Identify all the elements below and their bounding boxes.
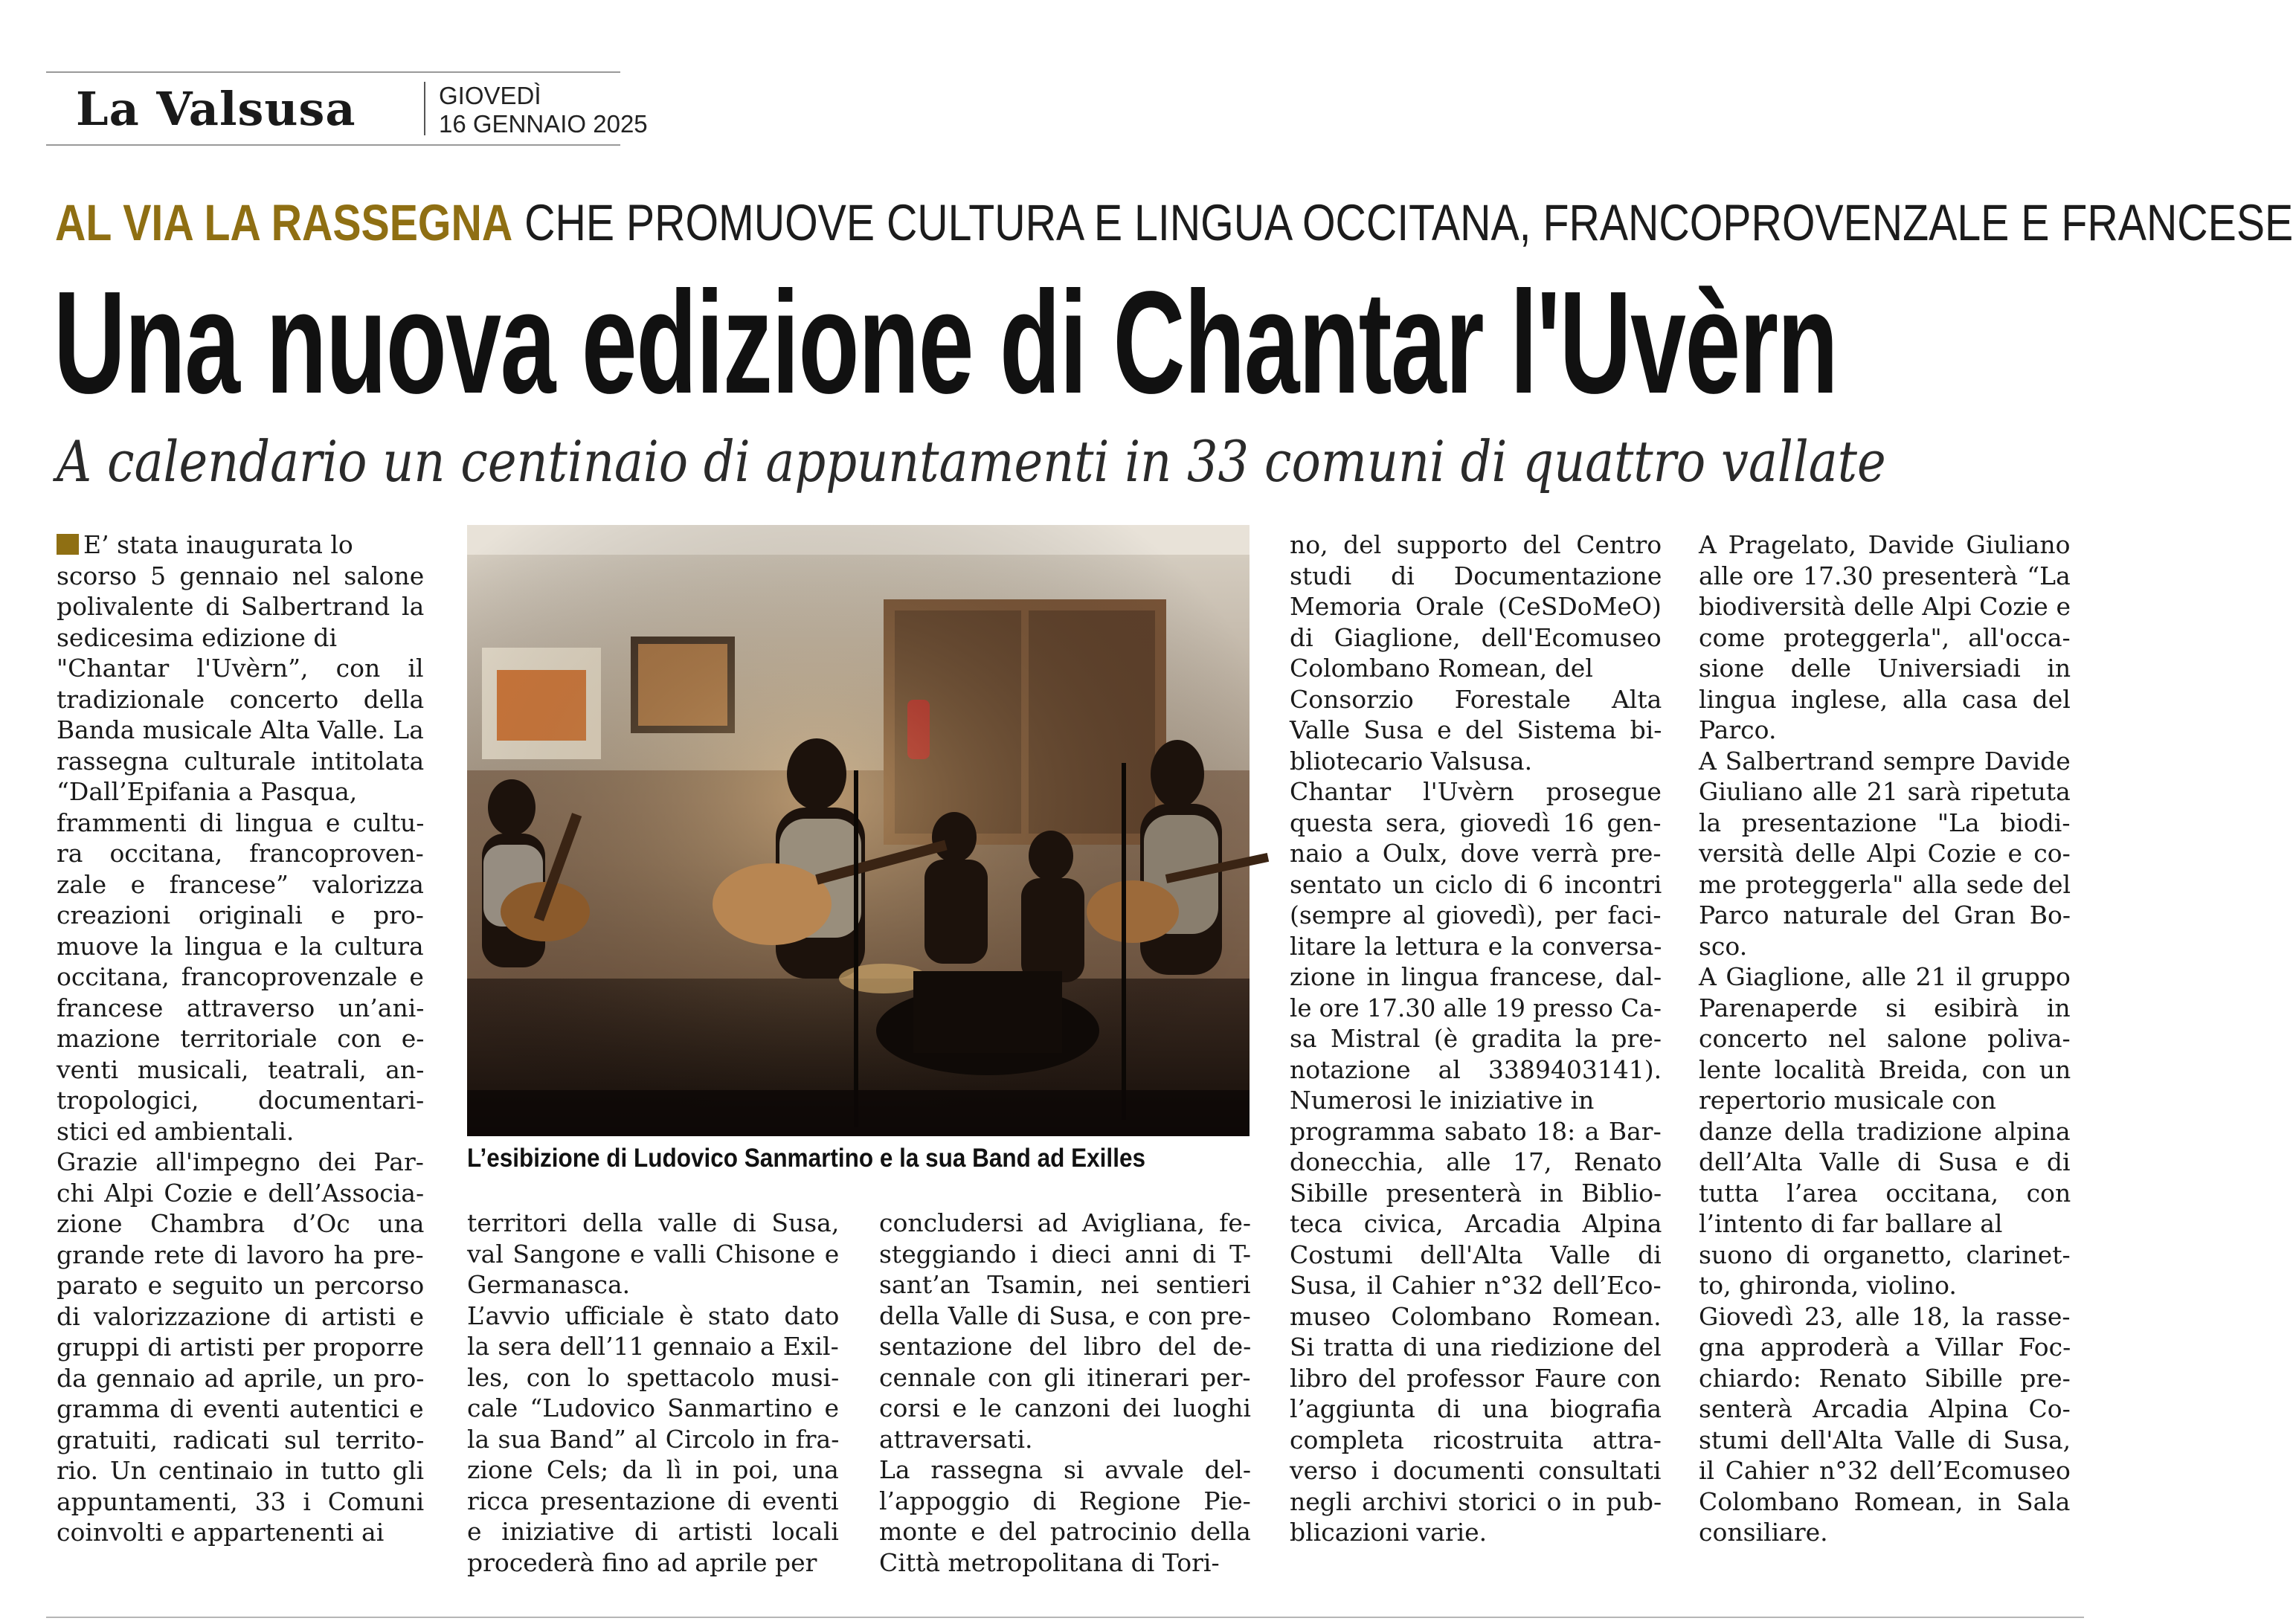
article-line: Susa, il Cahier n°32 dell’Eco- [1290, 1271, 1662, 1300]
article-line: Colombano Romean, in Sala [1699, 1486, 2071, 1516]
article-line: ricca presentazione di eventi [467, 1486, 839, 1515]
article-line: versità delle Alpi Cozie e co- [1699, 839, 2071, 868]
article-line: rassegna culturale intitolata [57, 746, 425, 776]
article-line: da gennaio ad aprile, un pro- [57, 1363, 425, 1393]
article-line: blicazioni varie. [1290, 1518, 1488, 1547]
article-line: chi Alpi Cozie e dell’Associa- [57, 1178, 425, 1208]
article-line: litare la lettura e la conversa- [1290, 931, 1662, 961]
article-line: programma sabato 18: a Bar- [1290, 1116, 1662, 1146]
masthead-divider [424, 82, 425, 135]
article-line: museo Colombano Romean. [1290, 1301, 1662, 1331]
article-line: di Giaglione, dell'Ecomuseo [1290, 622, 1662, 652]
article-line: corsi e le canzoni dei luoghi [879, 1393, 1251, 1422]
article-line: lingua inglese, alla casa del [1699, 684, 2071, 714]
article-column-2 [467, 1208, 839, 1578]
article-line: ra occitana, francoproven- [57, 839, 424, 868]
article-line [57, 529, 424, 561]
article-line: chiardo: Renato Sibille pre- [1699, 1363, 2071, 1393]
issue-date-text: 16 GENNAIO 2025 [439, 110, 648, 138]
article-line: Giovedì 23, alle 18, la rasse- [1699, 1301, 2071, 1331]
article-line: dell’Alta Valle di Susa e di [1699, 1147, 2071, 1176]
article-line: l’aggiunta di una biografia [1290, 1394, 1662, 1423]
article-line: le ore 17.30 alle 19 presso Ca- [1290, 993, 1662, 1022]
article-line: polivalente di Salbertrand la [57, 592, 425, 621]
article-line: della Valle di Susa, e con pre- [879, 1301, 1251, 1330]
article-line: coinvolti e appartenenti ai [57, 1518, 385, 1547]
article-line: Parenaperde si esibirà in [1699, 993, 2071, 1022]
article-line: cennale con gli itinerari per- [879, 1362, 1251, 1392]
article-line: negli archivi storici o in pub- [1290, 1486, 1662, 1516]
article-line: "Chantar l'Uvèrn”, con il [57, 654, 424, 683]
article-line: l’appoggio di Regione Pie- [879, 1486, 1251, 1515]
article-line: sedicesima edizione di [57, 622, 338, 652]
article-line: l’intento di far ballare al [1699, 1209, 2003, 1238]
article-line: Numerosi le iniziative in [1290, 1086, 1595, 1115]
article-column-1 [57, 529, 424, 1548]
article-line: no, del supporto del Centro [1290, 530, 1662, 559]
article-line: Chantar l'Uvèrn prosegue [1290, 777, 1662, 806]
kicker-highlight: AL VIA LA RASSEGNA [55, 194, 513, 251]
article-line: danze della tradizione alpina [1699, 1116, 2071, 1146]
article-line: Banda musicale Alta Valle. La [57, 715, 424, 744]
article-line: sentazione del libro del de- [879, 1332, 1252, 1361]
article-line: verso i documenti consultati [1290, 1456, 1662, 1485]
article-line: attraversati. [879, 1424, 1033, 1454]
article-column-4 [1290, 529, 1662, 1548]
subheadline: A calendario un centinaio di appuntamenti in 33 comuni di quattro vallate [57, 428, 1886, 494]
article-line: studi di Documentazione [1290, 561, 1662, 590]
article-line: Si tratta di una riedizione del [1290, 1333, 1662, 1362]
article-line: A Giaglione, alle 21 il gruppo [1699, 962, 2071, 991]
article-line: il Cahier n°32 dell’Ecomuseo [1699, 1456, 2071, 1485]
article-line: di valorizzazione di artisti e [57, 1301, 424, 1331]
article-line: zione Chambra d’Oc una [57, 1209, 425, 1238]
article-line: Valle Susa e del Sistema bi- [1290, 715, 1662, 744]
article-line: me proteggerla" alla sede del [1699, 869, 2071, 899]
article-line: sco. [1699, 931, 1748, 961]
article-line: stici ed ambientali. [57, 1116, 295, 1146]
photo-caption: L’esibizione di Ludovico Sanmartino e la sua Band ad Exilles [467, 1144, 1145, 1173]
concert-photo [467, 525, 1250, 1136]
article-line: la sera dell’11 gennaio a Exil- [467, 1332, 839, 1361]
article-line: lente località Breida, con un [1699, 1054, 2071, 1084]
article-line: venti musicali, teatrali, an- [57, 1054, 425, 1084]
article-line: zione Cels; da lì in poi, una [467, 1455, 839, 1484]
concert-photo-icon [467, 525, 1250, 1136]
article-line: biodiversità delle Alpi Cozie e [1699, 592, 2071, 621]
article-line: frammenti di lingua e cultu- [57, 808, 425, 837]
article-column-5 [1699, 529, 2071, 1548]
article-line: la sua Band” al Circolo in fra- [467, 1424, 840, 1454]
article-line: naio a Oulx, dove verrà pre- [1290, 839, 1662, 868]
article-line: rio. Un centinaio in tutto gli [57, 1456, 424, 1485]
kicker [55, 194, 2293, 251]
article-line: gruppi di artisti per proporre [57, 1333, 424, 1362]
article-line: sentato un ciclo di 6 incontri [1290, 869, 1662, 899]
article-line: (sempre al giovedì), per faci- [1290, 900, 1662, 929]
article-line: sant’an Tsamin, nei sentieri [879, 1270, 1251, 1299]
kicker-text: CHE PROMUOVE CULTURA E LINGUA OCCITANA, FRANCOPROVENZALE E FRANCESE [524, 194, 2293, 251]
article-line: donecchia, alle 17, Renato [1290, 1147, 1662, 1176]
article-line: Sibille presenterà in Biblio- [1290, 1178, 1662, 1208]
article-line: consiliare. [1699, 1518, 1828, 1547]
article-line: les, con lo spettacolo musi- [467, 1362, 840, 1392]
bottom-rule [46, 1617, 2084, 1618]
article-line: Germanasca. [467, 1270, 631, 1299]
article-line: to, ghironda, violino. [1699, 1271, 1957, 1300]
article-line: completa ricostruita attra- [1290, 1425, 1662, 1454]
article-line: repertorio musicale con [1699, 1086, 1996, 1115]
newspaper-name: La Valsusa [76, 82, 356, 136]
article-line: libro del professor Faure con [1290, 1363, 1662, 1393]
article-line: Consorzio Forestale Alta [1290, 684, 1662, 714]
article-line: tradizionale concerto della [57, 684, 425, 714]
article-line: concludersi ad Avigliana, fe- [879, 1208, 1251, 1237]
article-line: teca civica, Arcadia Alpina [1290, 1209, 1662, 1238]
issue-day: GIOVEDÌ [439, 82, 541, 109]
article-line: gna approderà a Villar Foc- [1699, 1333, 2071, 1362]
article-line: alle ore 17.30 presenterà “La [1699, 561, 2071, 590]
article-line: val Sangone e valli Chisone e [467, 1239, 840, 1269]
article-line: L’avvio ufficiale è stato dato [467, 1301, 840, 1330]
article-line: Colombano Romean, del [1290, 654, 1593, 683]
article-line: Parco naturale del Gran Bo- [1699, 900, 2071, 929]
article-line: gramma di eventi autentici e [57, 1394, 424, 1423]
article-line: Giuliano alle 21 sarà ripetuta [1699, 777, 2071, 806]
article-line: creazioni originali e pro- [57, 900, 424, 929]
article-line: grande rete di lavoro ha pre- [57, 1240, 424, 1269]
article-line: “Dall’Epifania a Pasqua, [57, 777, 358, 806]
article-line: appuntamenti, 33 i Comuni [57, 1486, 425, 1516]
article-line: tropologici, documentari- [57, 1086, 425, 1115]
article-line: parato e seguito un percorso [57, 1271, 425, 1300]
article-column-3 [879, 1208, 1251, 1578]
article-line: A Pragelato, Davide Giuliano [1699, 530, 2071, 559]
article-line: muove la lingua e la cultura [57, 931, 424, 961]
article-line: scorso 5 gennaio nel salone [57, 561, 425, 590]
article-line: Costumi dell'Alta Valle di [1290, 1240, 1662, 1269]
article-line: la presentazione "La biodi- [1699, 808, 2071, 837]
article-line: gratuiti, radicati sul territo- [57, 1425, 425, 1454]
lead-square-icon [57, 534, 79, 555]
article-line: monte e del patrocinio della [879, 1517, 1251, 1546]
article-line: territori della valle di Susa, [467, 1208, 840, 1237]
article-line-text: E’ stata inaugurata lo [83, 530, 353, 559]
article-line: procederà fino ad aprile per [467, 1547, 817, 1577]
article-line: La rassegna si avvale del- [879, 1455, 1252, 1484]
article-line: cale “Ludovico Sanmartino e [467, 1393, 840, 1422]
article-line: mazione territoriale con e- [57, 1024, 425, 1053]
masthead [46, 71, 648, 146]
headline: Una nuova edizione di Chantar l'Uvèrn [54, 261, 1838, 424]
article-line: steggiando i dieci anni di T- [879, 1239, 1252, 1269]
article-line: stumi dell'Alta Valle di Susa, [1699, 1425, 2071, 1454]
article-line: zale e francese” valorizza [57, 869, 424, 899]
article-line: Grazie all'impegno dei Par- [57, 1147, 424, 1176]
article-line: sa Mistral (è gradita la pre- [1290, 1024, 1662, 1053]
article-line: e iniziative di artisti locali [467, 1517, 839, 1546]
article-line: Città metropolitana di Tori- [879, 1547, 1220, 1577]
article-line: francese attraverso un’ani- [57, 993, 425, 1022]
article-line: notazione al 3389403141). [1290, 1054, 1662, 1084]
article-line: zione in lingua francese, dal- [1290, 962, 1662, 991]
article-line: sione delle Universiadi in [1699, 654, 2071, 683]
article-line: concerto nel salone poliva- [1699, 1024, 2071, 1053]
article-line: senterà Arcadia Alpina Co- [1699, 1394, 2071, 1423]
article-line: occitana, francoprovenzale e [57, 962, 424, 991]
article-line: questa sera, giovedì 16 gen- [1290, 808, 1662, 837]
article-line: come proteggerla", all'occa- [1699, 622, 2071, 652]
article-line: Memoria Orale (CeSDoMeO) [1290, 592, 1662, 621]
article-line: A Salbertrand sempre Davide [1699, 746, 2071, 776]
article-line: Parco. [1699, 715, 1777, 744]
article-line: bliotecario Valsusa. [1290, 746, 1533, 776]
article-line: suono di organetto, clarinet- [1699, 1240, 2071, 1269]
issue-date [439, 82, 648, 138]
article-line: tutta l’area occitana, con [1699, 1178, 2071, 1208]
